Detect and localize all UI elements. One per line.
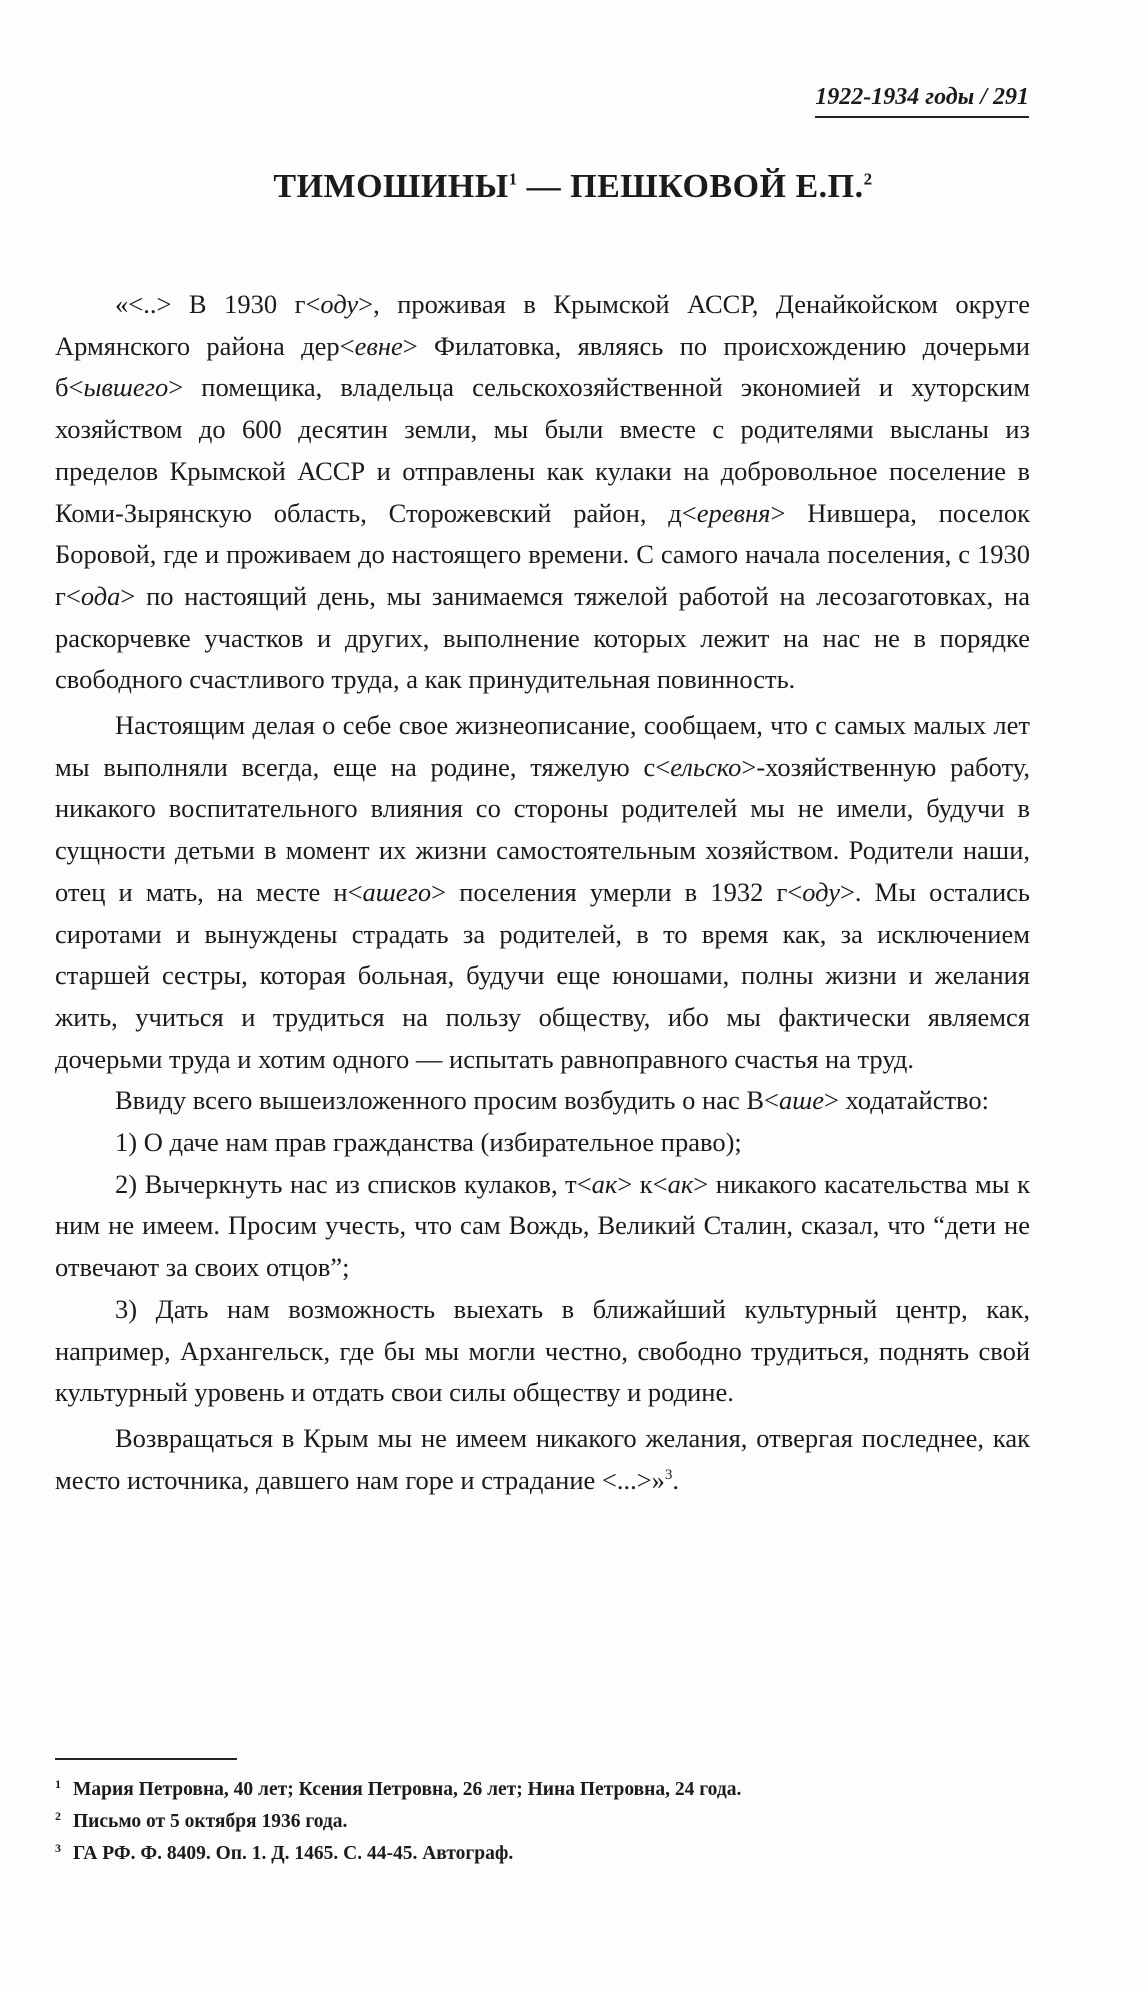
editorial-insert: оду (802, 876, 840, 907)
editorial-insert: ывшего (83, 372, 169, 403)
text-run: 3) Дать нам возможность выехать в ближайший культурный центр, как, например, Архангельск, где бы мы могли честно, свободно трудиться, поднять свой культурный уровень и отдать свои силы обществу и родине. (55, 1293, 1030, 1408)
text-run: . (672, 1464, 680, 1495)
text-run: Настоящим делая о себе свое жизнеописание, сообщаем, что с самых малых лет мы выполняли всегда, еще на родине, тяжелую с< (55, 710, 1030, 782)
text-run: Возвращаться в Крым мы не имеем никакого желания, отвергая последнее, как место источника, давшего нам горе и страдание <...>» (55, 1422, 1030, 1495)
text-run: > к< (617, 1168, 668, 1199)
text-run: Ввиду всего вышеизложенного просим возбудить о нас В< (115, 1085, 779, 1116)
text-run: > никакого касательства мы к ним не имеем. Просим учесть, что сам Вождь, Великий Сталин, сказал, что “дети не отвечают за своих отцов”; (55, 1168, 1030, 1283)
footnote (55, 1806, 1030, 1838)
footnote-number: 2 (55, 1808, 61, 1823)
document-title (0, 168, 1146, 206)
text-run: 1) О даче нам прав гражданства (избирательное право); (115, 1127, 742, 1158)
editorial-insert: ак (591, 1168, 618, 1199)
editorial-insert: ода (80, 580, 121, 611)
footnote-text: ГА РФ. Ф. 8409. Оп. 1. Д. 1465. С. 44-45. Автограф. (73, 1843, 514, 1864)
paragraph (55, 1080, 1030, 1122)
text-run: > ходатайство: (823, 1085, 989, 1116)
text-run: >, проживая в Крымской АССР, Денайкойском округе Армянского района дер< (55, 289, 1030, 361)
footnotes (55, 1774, 1030, 1870)
editorial-insert: ельско (670, 751, 742, 782)
text-run: >. Мы остались сиротами и вынуждены страдать за родителей, в то время как, за исключением старшей сестры, которая больная, будучи еще юношами, полны жизни и желания жить, учиться и трудиться на пользу обществу, ибо мы фактически являемся дочерьми труда и хотим одного — испытать равноправного счастья на труд. (55, 876, 1030, 1074)
footnote-text: Письмо от 5 октября 1936 года. (73, 1811, 348, 1832)
letter-body (55, 284, 1030, 1501)
editorial-insert: евне (354, 330, 403, 361)
paragraph (55, 705, 1030, 1080)
footnote-mark: 3 (664, 1466, 673, 1483)
paragraph (55, 1418, 1030, 1501)
title-text: ТИМОШИНЫ (273, 168, 509, 205)
paragraph (55, 1289, 1030, 1414)
text-run: 2) Вычеркнуть нас из списков кулаков, т< (115, 1168, 592, 1199)
footnote-number: 1 (55, 1776, 61, 1791)
text-run: > поселения умерли в 1932 г< (431, 876, 803, 907)
text-run: > Нившера, поселок Боровой, где и проживаем до настоящего времени. С самого начала поселения, с 1930 г< (55, 497, 1030, 611)
title-footnote-mark-1: 1 (508, 169, 518, 189)
paragraph (55, 1164, 1030, 1289)
text-run: > Филатовка, являясь по происхождению дочерьми б< (55, 330, 1030, 403)
footnote (55, 1838, 1030, 1870)
text-run: «<..> В 1930 г< (115, 289, 321, 319)
editorial-insert: оду (320, 289, 359, 319)
text-run: >-хозяйственную работу, никакого воспитательного влияния со стороны родителей мы не имели, будучи в сущности детьми в момент их жизни самостоятельным хозяйством. Родители наши, отец и мать, на месте н< (55, 751, 1031, 907)
title-rest: — ПЕШКОВОЙ Е.П. (517, 168, 864, 205)
editorial-insert: ак (667, 1168, 694, 1199)
footnote-number: 3 (55, 1840, 61, 1855)
footnote (55, 1774, 1030, 1806)
running-head: 1922-1934 годы / 291 (815, 84, 1029, 118)
paragraph (55, 284, 1030, 701)
footnote-divider (55, 1758, 237, 1760)
editorial-insert: аше (778, 1085, 824, 1116)
editorial-insert: ашего (362, 876, 432, 907)
editorial-insert: еревня (696, 497, 771, 528)
text-run: > по настоящий день, мы занимаемся тяжелой работой на лесозаготовках, на раскорчевке участков и других, выполнение которых лежит на нас не в порядке свободного счастливого труда, а как принудительная повинность. (55, 580, 1030, 695)
text-run: > помещика, владельца сельскохозяйственной экономией и хуторским хозяйством до 600 десятин земли, мы были вместе с родителями высланы из пределов Крымской АССР и отправлены как кулаки на добровольное поселение в Коми-Зырянскую область, Сторожевский район, д< (55, 372, 1030, 528)
footnote-text: Мария Петровна, 40 лет; Ксения Петровна, 26 лет; Нина Петровна, 24 года. (73, 1779, 742, 1800)
paragraph (55, 1122, 1030, 1164)
title-footnote-mark-2: 2 (863, 169, 873, 189)
